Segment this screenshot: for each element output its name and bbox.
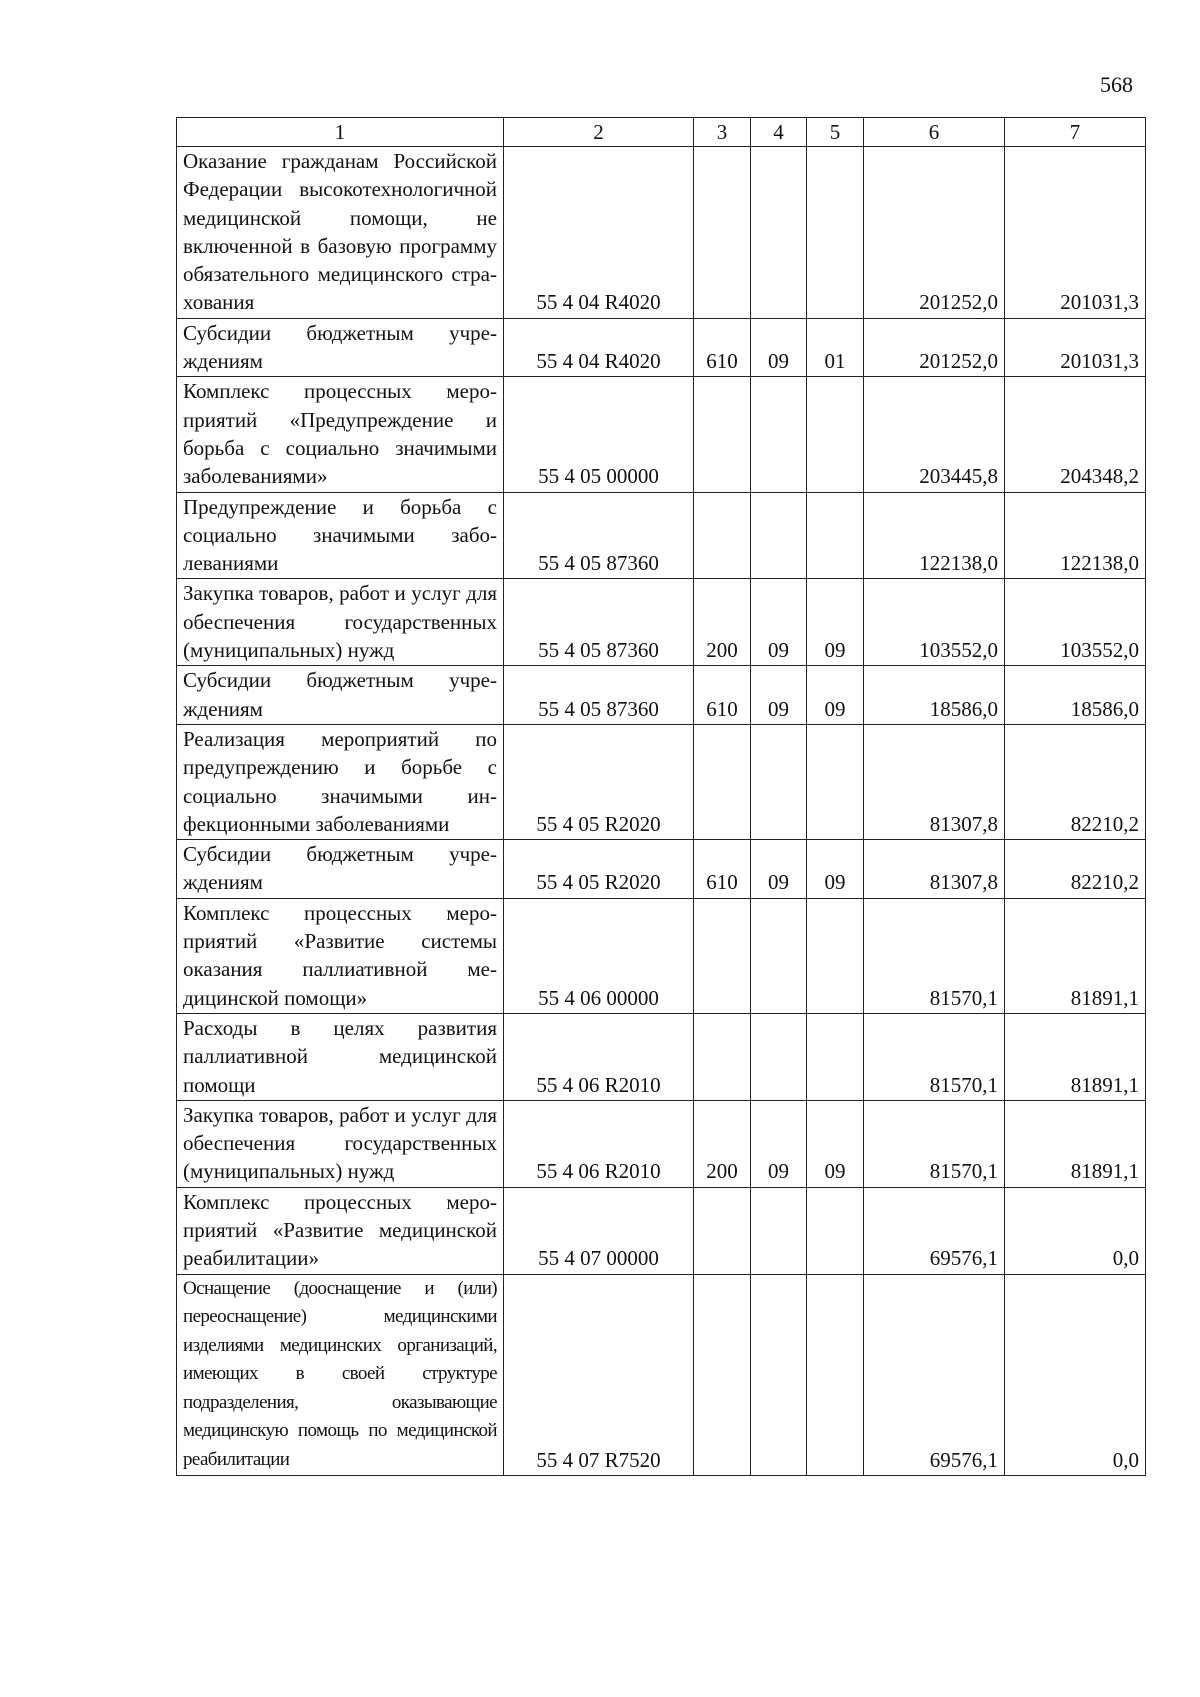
row-amount-6: 201252,0 <box>864 147 1005 319</box>
table-row <box>177 1100 1146 1187</box>
row-code: 55 4 07 00000 <box>504 1187 694 1274</box>
row-name: Расходы в целях развития паллиативной медицинской помощи <box>177 1013 504 1100</box>
row-amount-6: 81570,1 <box>864 1013 1005 1100</box>
row-col-3: 200 <box>694 579 751 666</box>
row-amount-7: 0,0 <box>1005 1187 1146 1274</box>
row-name: Оказание гражданам Российской Федерации высокотехнологичной медицинской помощи, не включенной в базовую программу обязательного медицинского страхования <box>177 147 504 319</box>
table-row <box>177 147 1146 319</box>
row-amount-6: 81570,1 <box>864 1100 1005 1187</box>
row-col-4 <box>751 1187 807 1274</box>
table-row <box>177 377 1146 492</box>
row-col-4: 09 <box>751 579 807 666</box>
row-col-4: 09 <box>751 666 807 725</box>
row-name: Закупка товаров, работ и услуг для обеспечения государственных (муниципальных) нужд <box>177 1100 504 1187</box>
row-code: 55 4 05 R2020 <box>504 724 694 839</box>
row-col-5: 09 <box>807 579 864 666</box>
budget-table <box>176 117 1146 1476</box>
row-col-4 <box>751 1013 807 1100</box>
row-code: 55 4 06 R2010 <box>504 1100 694 1187</box>
row-col-5 <box>807 492 864 579</box>
row-amount-7: 18586,0 <box>1005 666 1146 725</box>
row-col-5: 01 <box>807 318 864 377</box>
row-amount-7: 201031,3 <box>1005 318 1146 377</box>
row-col-5 <box>807 147 864 319</box>
row-amount-6: 203445,8 <box>864 377 1005 492</box>
table-row <box>177 840 1146 899</box>
row-amount-7: 201031,3 <box>1005 147 1146 319</box>
row-col-3: 610 <box>694 840 751 899</box>
row-col-4 <box>751 1274 807 1476</box>
row-amount-7: 0,0 <box>1005 1274 1146 1476</box>
row-col-5: 09 <box>807 840 864 899</box>
row-code: 55 4 05 00000 <box>504 377 694 492</box>
row-col-3 <box>694 1187 751 1274</box>
row-col-5 <box>807 898 864 1013</box>
header-col-3: 3 <box>694 118 751 147</box>
row-amount-7: 81891,1 <box>1005 898 1146 1013</box>
row-amount-7: 81891,1 <box>1005 1100 1146 1187</box>
row-amount-6: 122138,0 <box>864 492 1005 579</box>
table-row <box>177 1187 1146 1274</box>
table-row <box>177 1013 1146 1100</box>
row-amount-6: 81570,1 <box>864 898 1005 1013</box>
header-col-2: 2 <box>504 118 694 147</box>
row-code: 55 4 05 87360 <box>504 492 694 579</box>
row-col-3 <box>694 492 751 579</box>
row-col-4 <box>751 492 807 579</box>
row-amount-6: 69576,1 <box>864 1187 1005 1274</box>
row-col-3: 610 <box>694 666 751 725</box>
row-name: Оснащение (дооснащение и (или) переоснащение) медицинскими изделиями медицинских организаций, имеющих в своей структуре подразделения, оказывающие медицинскую помощь по медицинской реабилитации <box>177 1274 504 1476</box>
row-col-5: 09 <box>807 666 864 725</box>
row-amount-7: 122138,0 <box>1005 492 1146 579</box>
row-name: Комплекс процессных мероприятий «Развитие системы оказания паллиативной медицинской помощи» <box>177 898 504 1013</box>
row-code: 55 4 07 R7520 <box>504 1274 694 1476</box>
page-number: 568 <box>1100 72 1133 97</box>
row-code: 55 4 04 R4020 <box>504 318 694 377</box>
row-amount-7: 82210,2 <box>1005 724 1146 839</box>
row-col-3 <box>694 1013 751 1100</box>
row-amount-6: 69576,1 <box>864 1274 1005 1476</box>
row-col-5 <box>807 1013 864 1100</box>
row-col-5 <box>807 377 864 492</box>
table-row <box>177 724 1146 839</box>
row-name: Субсидии бюджетным учреждениям <box>177 840 504 899</box>
row-amount-7: 82210,2 <box>1005 840 1146 899</box>
row-amount-6: 201252,0 <box>864 318 1005 377</box>
row-col-4 <box>751 147 807 319</box>
row-amount-7: 204348,2 <box>1005 377 1146 492</box>
row-col-3 <box>694 377 751 492</box>
row-col-5 <box>807 1187 864 1274</box>
row-amount-7: 103552,0 <box>1005 579 1146 666</box>
row-col-3 <box>694 147 751 319</box>
table-row <box>177 318 1146 377</box>
row-name: Субсидии бюджетным учреждениям <box>177 666 504 725</box>
row-name: Комплекс процессных мероприятий «Развитие медицинской реабилитации» <box>177 1187 504 1274</box>
row-col-5 <box>807 724 864 839</box>
row-amount-6: 81307,8 <box>864 724 1005 839</box>
row-code: 55 4 05 87360 <box>504 579 694 666</box>
row-amount-7: 81891,1 <box>1005 1013 1146 1100</box>
row-code: 55 4 04 R4020 <box>504 147 694 319</box>
row-col-4: 09 <box>751 840 807 899</box>
header-col-5: 5 <box>807 118 864 147</box>
row-code: 55 4 05 87360 <box>504 666 694 725</box>
row-col-3 <box>694 1274 751 1476</box>
table-body <box>177 147 1146 1476</box>
row-col-3: 200 <box>694 1100 751 1187</box>
row-code: 55 4 05 R2020 <box>504 840 694 899</box>
row-col-3 <box>694 724 751 839</box>
table-row <box>177 898 1146 1013</box>
header-col-7: 7 <box>1005 118 1146 147</box>
header-col-4: 4 <box>751 118 807 147</box>
row-name: Предупреждение и борьба с социально значимыми заболеваниями <box>177 492 504 579</box>
row-code: 55 4 06 R2010 <box>504 1013 694 1100</box>
row-amount-6: 18586,0 <box>864 666 1005 725</box>
row-amount-6: 81307,8 <box>864 840 1005 899</box>
row-col-3: 610 <box>694 318 751 377</box>
row-col-5: 09 <box>807 1100 864 1187</box>
row-col-4 <box>751 898 807 1013</box>
row-col-4 <box>751 377 807 492</box>
row-col-5 <box>807 1274 864 1476</box>
row-name: Закупка товаров, работ и услуг для обеспечения государственных (муниципальных) нужд <box>177 579 504 666</box>
table-row <box>177 1274 1146 1476</box>
row-name: Реализация мероприятий по предупреждению и борьбе с социально значимыми инфекционными заболеваниями <box>177 724 504 839</box>
row-col-4: 09 <box>751 318 807 377</box>
header-col-6: 6 <box>864 118 1005 147</box>
table-row <box>177 666 1146 725</box>
row-code: 55 4 06 00000 <box>504 898 694 1013</box>
row-amount-6: 103552,0 <box>864 579 1005 666</box>
row-col-4 <box>751 724 807 839</box>
header-col-1: 1 <box>177 118 504 147</box>
row-name: Субсидии бюджетным учреждениям <box>177 318 504 377</box>
table-row <box>177 579 1146 666</box>
row-col-3 <box>694 898 751 1013</box>
table-row <box>177 492 1146 579</box>
header-row <box>177 118 1146 147</box>
row-name: Комплекс процессных мероприятий «Предупреждение и борьба с социально значимыми заболеваниями» <box>177 377 504 492</box>
row-col-4: 09 <box>751 1100 807 1187</box>
